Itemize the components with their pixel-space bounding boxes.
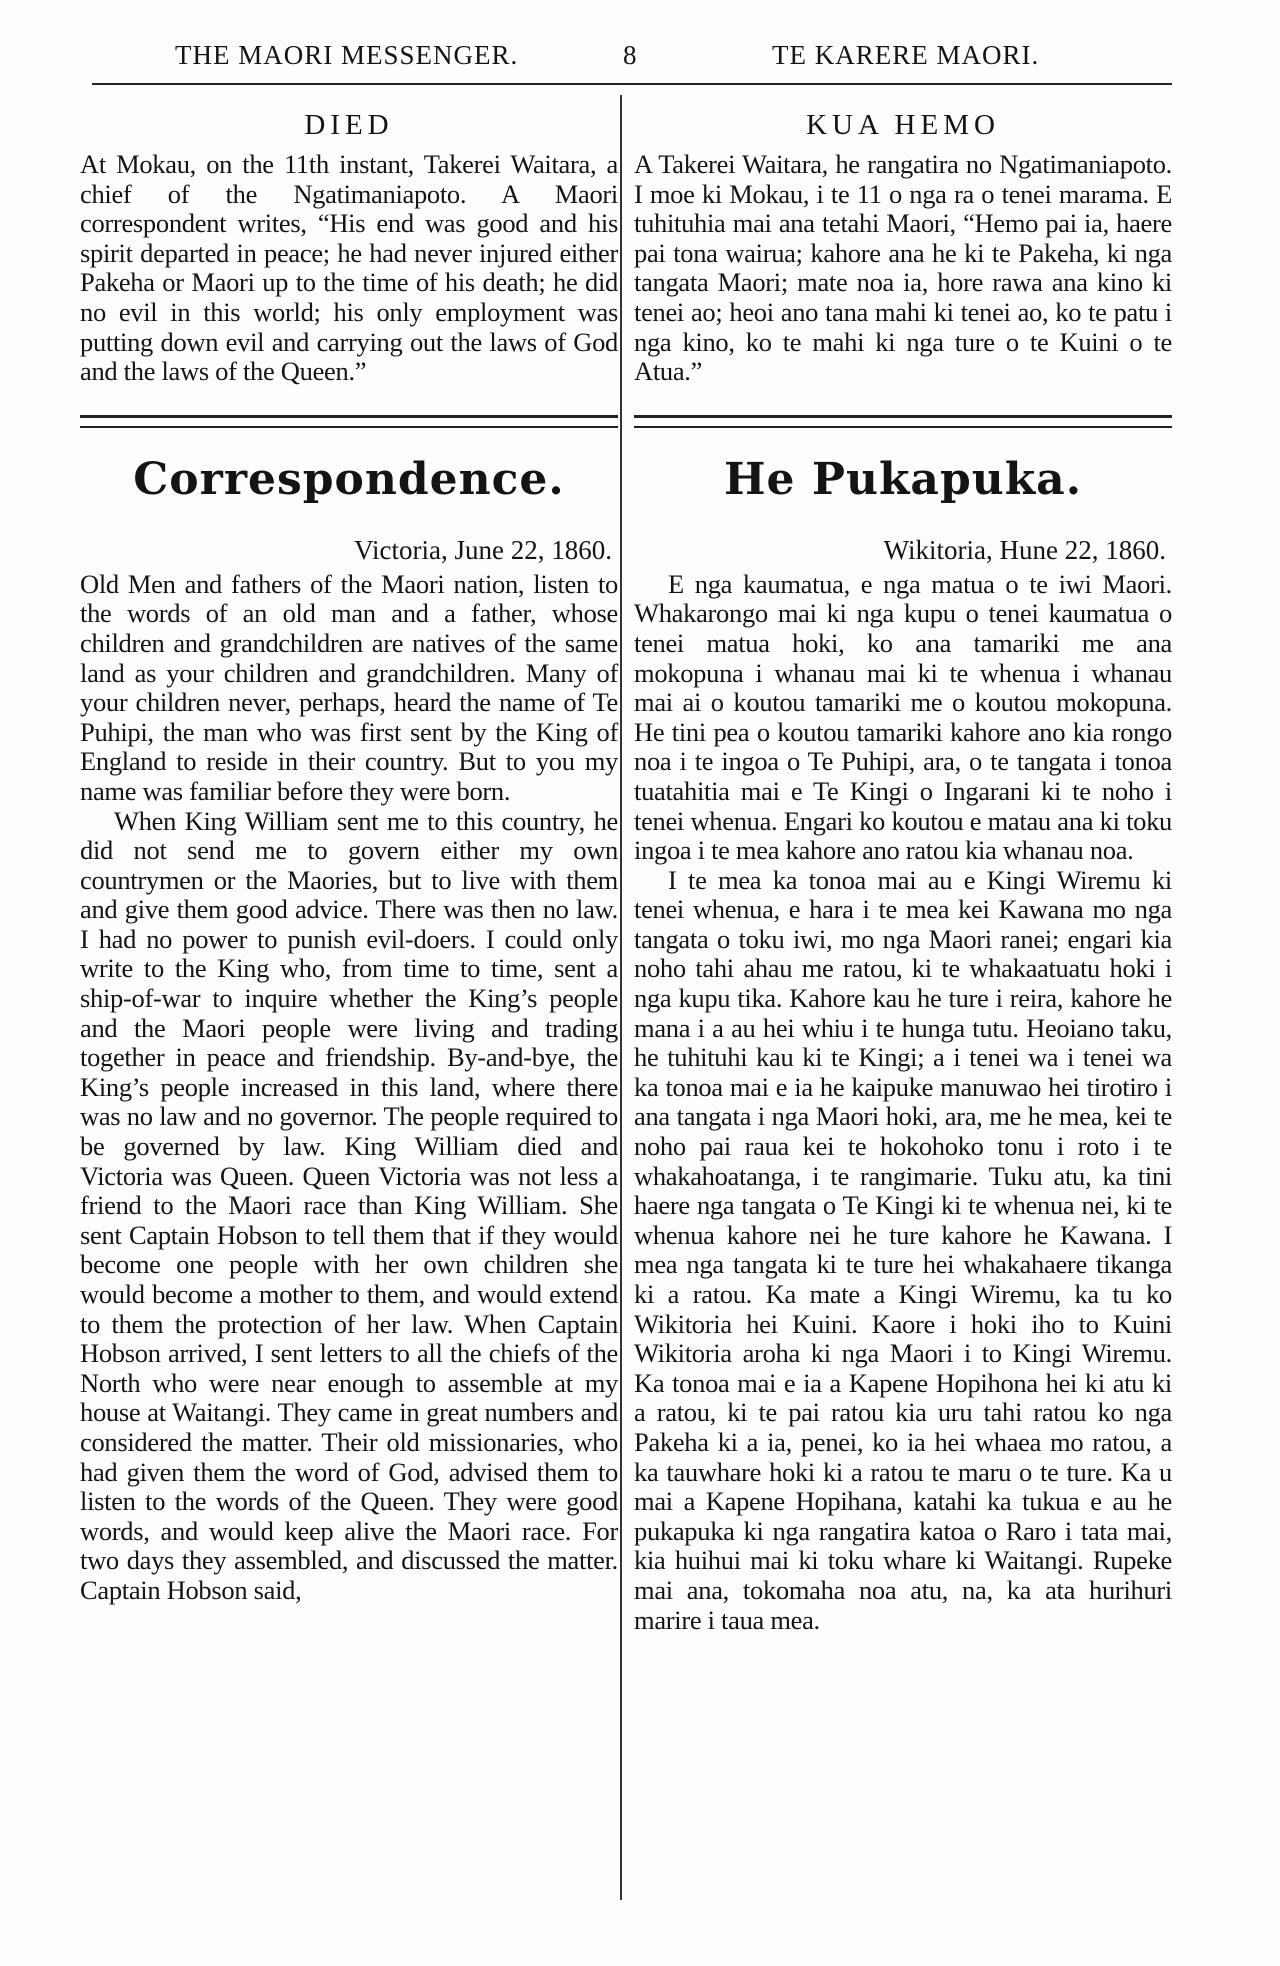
he-pukapuka-heading: He Pukapuka. xyxy=(723,453,1083,505)
section-rule xyxy=(634,415,1172,428)
header-title-maori: TE KARERE MAORI. xyxy=(772,40,1040,70)
column-divider xyxy=(620,95,622,1900)
died-notice-maori: A Takerei Waitara, he rangatira no Ngatimaniapoto. I moe ki Mokau, i te 11 o nga ra o tenei marama. E tuhituhia mai ana tetahi Maori, “Hemo pai ia, haere pai tona wairua; kahore ana he ki te Pakeha, ki nga tangata Maori; mate noa ia, hore rawa ana kino ki tenei ao; heoi ano tana mahi ki tenei ao, ko te patu i nga kino, ko te mahi ki nga ture o te Kuini o te Atua.” xyxy=(634,149,1172,387)
english-column xyxy=(80,95,618,1935)
page-number: 8 xyxy=(623,40,638,70)
section-rule xyxy=(80,415,618,428)
dateline-english: Victoria, June 22, 1860. xyxy=(354,534,612,565)
running-head xyxy=(70,40,1180,80)
header-rule xyxy=(92,83,1172,85)
letter-paragraph-2-maori: I te mea ka tonoa mai au e Kingi Wiremu ki tenei whenua, e hara i te mea kei Kawana mo nga tangata o toku iwi, mo nga Maori ranei; engari kia noho tahi ahau me ratou, ki te whakaatuatu hoki i nga kupu tika. Kahore kau he ture i reira, kahore he mana i a au hei whiu i te hunga tutu. Heoiano taku, he tuhituhi kau ki te Kingi; a i tenei wa i tenei wa ka tonoa mai e ia he kaipuke manuwao hei tirotiro i ana tangata i nga Maori hoki, ara, me he mea, kei te noho pai raua kei te hokohoko tonu i roto i te whakahoatanga, i te rangimarie. Tuku atu, ka tini haere nga tangata o Te Kingi ki te whenua nei, ki te whenua kahore nei he ture kahore he Kawana. I mea nga tangata ki te ture hei whakahaere tikanga ki a ratou. Ka mate a Kingi Wiremu, ka tu ko Wikitoria hei Kuini. Kaore i hoki iho to Kuini Wikitoria aroha ki nga Maori i to Kingi Wiremu. Ka tonoa mai e ia a Kapene Hopihona hei ki atu ki a ratou, ki te pai ratou kia uru tahi ratou ko nga Pakeha ki a ia, penei, ko ia hei whaea mo ratou, a ka tauwhare hoki ki a ratou te maru o te ture. Ka u mai a Kapene Hopihana, katahi ka tukua e au he pukapuka ki nga rangatira katoa o Raro i tata mai, kia huihui mai ki toku whare ki Waitangi. Rupeke mai ana, tokomaha noa atu, na, ka ata hurihuri marire i taua mea. xyxy=(634,864,1172,1635)
letter-paragraph-1-maori: E nga kaumatua, e nga matua o te iwi Maori. Whakarongo mai ki nga kupu o tenei kaumatua o tenei matua hoki, ko ana tamariki me ana mokopuna i whanau mai ki te whenua i whanau mai ai o koutou tamariki me o koutou mokopuna. He tini pea o koutou tamariki kahore ano kia rongo noa i te ingoa o Te Puhipi, ara, o te tangata i tonoa tuatahitia mai e Te Kingi o Ingarani ki te noho i tenei whenua. Engari ko koutou e matau ana ki toku ingoa i te mea kahore ano ratou kia whanau noa. xyxy=(634,568,1172,866)
correspondence-heading: Correspondence. xyxy=(133,453,565,505)
letter-paragraph-2-english: When King William sent me to this country, he did not send me to govern either my own countrymen or the Maories, but to live with them and give them good advice. There was then no law. I had no power to punish evil-doers. I could only write to the King who, from time to time, sent a ship-of-war to inquire whether the King’s people and the Maori people were living and trading together in peace and friendship. By-and-bye, the King’s people increased in this land, where there was no law and no governor. The people required to be governed by law. King William died and Victoria was Queen. Queen Victoria was not less a friend to the Maori race than King William. She sent Captain Hobson to tell them that if they would become one people with her own children she would become a mother to them, and would extend to them the protection of her law. When Captain Hobson arrived, I sent letters to all the chiefs of the North who were near enough to assemble at my house at Waitangi. They came in great numbers and considered the matter. Their old missionaries, who had given them the word of God, advised them to listen to the words of the Queen. They were good words, and would keep alive the Maori race. For two days they assembled, and discussed the matter. Captain Hobson said, xyxy=(80,805,618,1605)
header-title-english: THE MAORI MESSENGER. xyxy=(175,40,519,70)
kua-hemo-heading: KUA HEMO xyxy=(806,109,1000,141)
maori-column xyxy=(634,95,1172,1935)
dateline-maori: Wikitoria, Hune 22, 1860. xyxy=(883,534,1166,565)
died-heading: DIED xyxy=(304,109,394,141)
letter-paragraph-1-english: Old Men and fathers of the Maori nation, listen to the words of an old man and a father, whose children and grandchildren are natives of the same land as your children and grandchildren. Many of your children never, perhaps, heard the name of Te Puhipi, the man who was first sent by the King of England to reside in their country. But to you my name was familiar before they were born. xyxy=(80,568,618,806)
died-notice-english: At Mokau, on the 11th instant, Takerei Waitara, a chief of the Ngatimaniapoto. A Maori correspondent writes, “His end was good and his spirit departed in peace; he had never injured either Pakeha or Maori up to the time of his death; he did no evil in this world; his only employment was putting down evil and carrying out the laws of God and the laws of the Queen.” xyxy=(80,149,618,387)
